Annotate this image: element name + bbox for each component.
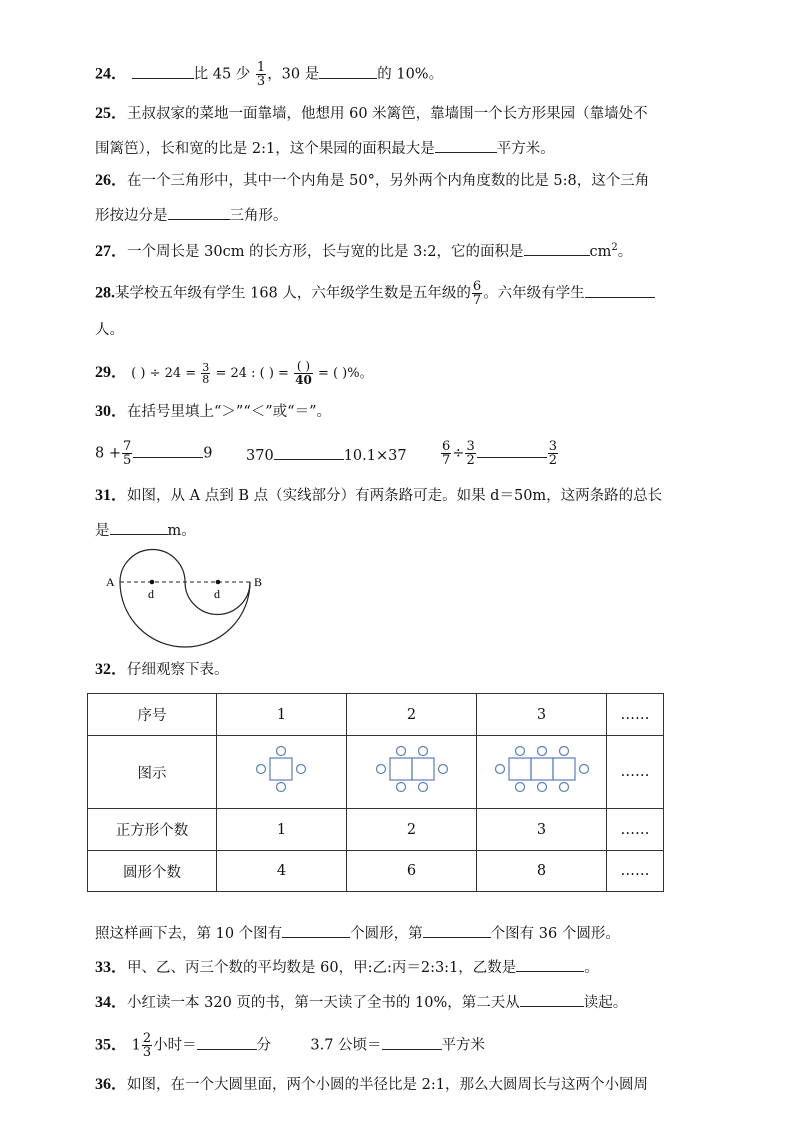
answer-blank[interactable] (319, 63, 377, 79)
fraction: $\frac{6}{7}$ (442, 439, 451, 468)
question-26-line-2: 形按边分是 三角形。 (95, 204, 288, 226)
center-point-1 (150, 580, 155, 585)
question-36: 36．如图，在一个大圆里面，两个小圆的半径比是 2:1，那么大圆周长与这两个小圆周 (95, 1076, 648, 1093)
question-31-line-1: 31．如图，从 A 点到 B 点（实线部分）有两条路可走。如果 d＝50m，这两条路的总长 (95, 487, 663, 504)
answer-blank[interactable] (520, 991, 584, 1007)
table-row: 序号 1 2 3 …… (88, 694, 664, 736)
lower-arc-path (120, 582, 250, 647)
question-32: 32．仔细观察下表。 (95, 661, 229, 678)
answer-blank[interactable] (423, 922, 491, 938)
fraction: $\frac{1}{3}$ (256, 60, 266, 89)
answer-blank[interactable] (585, 282, 655, 298)
question-28-line-1: 28.某学校五年级有学生 168 人，六年级学生数是五年级的 $\frac{6}{7}$ 。六年级有学生 (95, 280, 655, 307)
answer-blank[interactable] (132, 63, 194, 79)
label-b: B (254, 575, 263, 589)
fraction: $\frac{3}{8}$ (202, 361, 210, 386)
path-figure (100, 545, 270, 657)
question-25-line-1: 25．王叔叔家的菜地一面靠墙，他想用 60 米篱笆，靠墙围一个长方形果园（靠墙处不 (95, 105, 648, 122)
question-28-line-2: 人。 (95, 322, 124, 338)
question-33: 33．甲、乙、丙三个数的平均数是 60，甲:乙:丙＝2:3:1，乙数是 。 (95, 956, 599, 978)
fraction: $\frac{( )}{40}$ (295, 359, 312, 387)
pattern-figure-3 (492, 742, 592, 798)
question-29: 29． ( ) ÷ 24 = $\frac{3}{8}$ = 24 : ( ) = $\frac{( )}{40}$ = ( )%。 (95, 359, 373, 387)
question-32-followup: 照这样画下去，第 10 个图有 个圆形，第 个图有 36 个圆形。 (95, 922, 620, 944)
label-d-1: d (148, 587, 154, 601)
table-row: 正方形个数 1 2 3 …… (88, 809, 664, 851)
answer-blank[interactable] (524, 240, 590, 256)
pattern-figure-1 (252, 742, 312, 798)
center-point-2 (216, 580, 221, 585)
question-26-line-1: 26．在一个三角形中，其中一个内角是 50°，另外两个内角度数的比是 5:8，这个三角 (95, 172, 650, 189)
fraction: $\frac{2}{3}$ (142, 1031, 152, 1060)
answer-blank[interactable] (274, 444, 344, 460)
answer-blank[interactable] (516, 956, 584, 972)
table-row: 圆形个数 4 6 8 …… (88, 851, 664, 892)
comparison-3: $\frac{6}{7}$ ÷ $\frac{3}{2}$ $\frac{3}{2}$ (442, 439, 557, 468)
answer-blank[interactable] (168, 204, 230, 220)
answer-blank[interactable] (282, 922, 350, 938)
question-34: 34．小红读一本 320 页的书，第一天读了全书的 10%，第二天从 读起。 (95, 991, 627, 1013)
question-31-line-2: 是 m。 (95, 519, 196, 541)
answer-blank[interactable] (133, 442, 203, 458)
answer-blank[interactable] (435, 137, 497, 153)
label-a: A (106, 575, 115, 589)
fraction: $\frac{7}{5}$ (122, 439, 132, 468)
upper-arc-path (120, 550, 250, 615)
fraction: $\frac{6}{7}$ (472, 279, 482, 308)
pattern-figure-2 (372, 742, 452, 798)
question-27: 27．一个周长是 30cm 的长方形，长与宽的比是 3:2，它的面积是 $cm^2$。 (95, 238, 632, 262)
question-25-line-2: 围篱笆），长和宽的比是 2:1，这个果园的面积最大是 平方米。 (95, 137, 555, 159)
fraction: $\frac{3}{2}$ (548, 439, 557, 468)
comparison-1: 8 + $\frac{7}{5}$ 9 (95, 439, 213, 468)
answer-blank[interactable] (110, 519, 168, 535)
question-number: 24． (95, 65, 128, 83)
question-30: 30．在括号里填上“＞”“＜”或“＝”。 (95, 403, 331, 420)
answer-blank[interactable] (197, 1034, 257, 1050)
fraction: $\frac{3}{2}$ (466, 439, 475, 468)
question-24: 24． 比 45 少 $\frac{1}{3}$ ，30 是 的 10%。 (95, 60, 444, 89)
label-d-2: d (214, 587, 220, 601)
comparison-2: 370 10.1×37 (246, 444, 407, 466)
answer-blank[interactable] (477, 442, 547, 458)
question-35: 35． 1 $\frac{2}{3}$ 小时＝ 分 3.7 公顷＝ 平方米 (95, 1031, 486, 1060)
pattern-table (87, 693, 664, 892)
answer-blank[interactable] (382, 1034, 442, 1050)
table-row: 图示 …… (88, 736, 664, 809)
